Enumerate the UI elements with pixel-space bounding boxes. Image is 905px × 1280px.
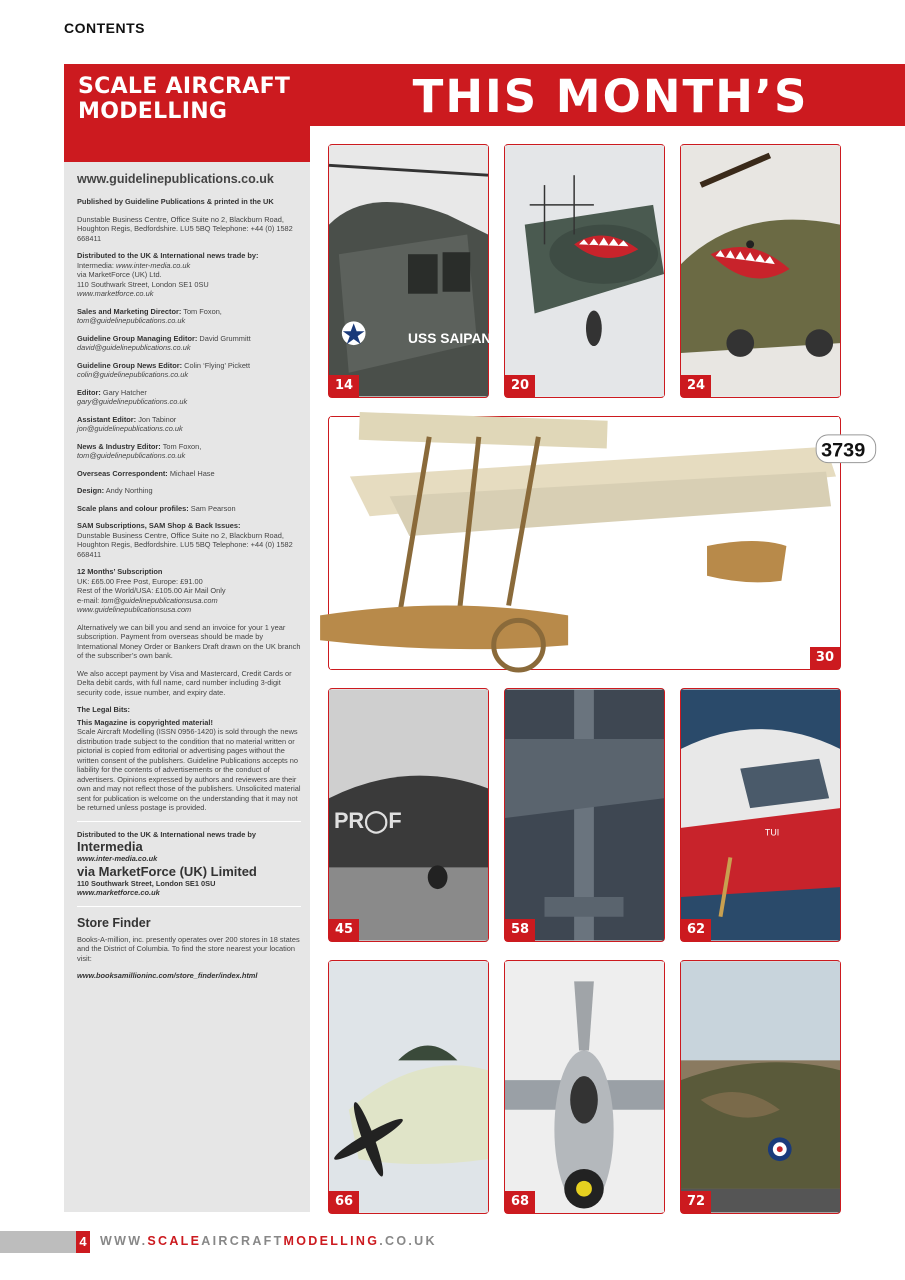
biplane-seaplane-photo: [329, 417, 866, 669]
silver-jet-front-view-photo: [505, 961, 664, 1213]
staff-entry: [77, 334, 301, 353]
feature-card-14[interactable]: [328, 144, 492, 398]
staff-entry: [77, 415, 301, 434]
distributor-via: via MarketForce (UK) Ltd.: [77, 270, 162, 279]
store-finder-heading: Store Finder: [77, 915, 151, 930]
camouflaged-aircraft-diorama-photo: [681, 961, 840, 1213]
divider: [77, 821, 301, 822]
green-fighter-cockpit-photo: [329, 961, 488, 1213]
staff-entry: [77, 361, 301, 380]
subscriptions-heading: SAM Subscriptions, SAM Shop & Back Issues:: [77, 521, 241, 530]
page-number-badge: 14: [329, 375, 359, 397]
footer-bar: [0, 1231, 76, 1253]
distribution-heading: Distributed to the UK & International news trade by:: [77, 251, 259, 260]
website-link[interactable]: www.guidelinepublications.co.uk: [77, 172, 274, 186]
shark-mouth-night-fighter-photo: [505, 145, 664, 397]
divider: [77, 906, 301, 907]
distributor-name: Intermedia: [77, 839, 143, 854]
staff-role: Guideline Group Managing Editor:: [77, 333, 198, 343]
staff-email[interactable]: tom@guidelinepublications.co.uk: [77, 316, 186, 325]
staff-role: News & Industry Editor:: [77, 441, 161, 451]
payment-text: We also accept payment by Visa and Mastercard, Credit Cards or Delta debit cards, with full name, card number including 3-digit security code, issue number, and expiry date.: [77, 668, 292, 697]
distributor-address-2: 110 Southwark Street, London SE1 0SU: [77, 878, 216, 888]
staff-name: David Grummitt: [197, 333, 251, 343]
feature-card-58[interactable]: [504, 688, 665, 942]
subscription-url[interactable]: www.guidelinepublicationsusa.com: [77, 605, 192, 614]
legal-subheading: This Magazine is copyrighted material!: [77, 717, 213, 727]
url-part: SCALE: [147, 1234, 202, 1248]
staff-role: Design:: [77, 486, 105, 495]
staff-entry: [77, 388, 301, 407]
distribution-block: [77, 251, 301, 299]
legal-block: [77, 705, 301, 813]
published-by: Published by Guideline Publications & printed in the UK: [77, 197, 274, 206]
invoice-text: Alternatively we can bill you and send an invoice for your 1 year subscription. Payment from overseas should be made by International Money Order or Bankers Draft drawn on the UK branch of the subscriber’s own bank.: [77, 622, 301, 660]
aircraft-code: PR◯F: [333, 807, 402, 833]
page-number-badge: 62: [681, 919, 711, 941]
page-number-badge: 30: [810, 647, 840, 669]
distributor-url-4[interactable]: www.marketforce.co.uk: [77, 888, 160, 897]
aircraft-serial: 3739: [821, 439, 866, 462]
distributor-heading-2: Distributed to the UK & International news trade by: [77, 829, 257, 839]
feature-card-62[interactable]: [680, 688, 841, 942]
url-part: WWW.: [100, 1234, 148, 1248]
staff-name: Tom Foxon,: [181, 306, 222, 316]
feature-card-24[interactable]: [680, 144, 841, 398]
staff-name: Tom Foxon,: [160, 441, 202, 451]
staff-name: Gary Hatcher: [100, 387, 147, 397]
distributor-address: 110 Southwark Street, London SE1 0SU: [77, 279, 209, 289]
staff-name: Colin ‘Flying’ Pickett: [182, 360, 251, 370]
page-number-badge: 66: [329, 1191, 359, 1213]
price-line-2: Rest of the World/USA: £105.00 Air Mail Only: [77, 586, 226, 595]
staff-name: Jon Tabinor: [136, 414, 177, 424]
helicopter-marking: USS SAIPAN: [408, 330, 492, 347]
feature-card-45[interactable]: [328, 688, 489, 942]
email-label: e-mail:: [77, 595, 102, 605]
distributor-url2[interactable]: www.marketforce.co.uk: [77, 289, 154, 298]
distributor-url-3[interactable]: www.inter-media.co.uk: [77, 854, 158, 863]
staff-entry: [77, 486, 301, 496]
subscriptions-address: Dunstable Business Centre, Office Suite no 2, Blackburn Road, Houghton Regis, Bedfordshire. LU5 5BQ Telephone: +44 (0) 1582 668411: [77, 530, 293, 559]
subscription-email[interactable]: tom@guidelinepublicationsusa.com: [101, 595, 218, 605]
subscription-heading: 12 Months’ Subscription: [77, 567, 163, 576]
feature-card-68[interactable]: [504, 960, 665, 1214]
shark-mouth-p40-photo: [681, 145, 840, 397]
magazine-title: SCALE AIRCRAFT MODELLING: [78, 74, 291, 124]
url-part: .CO.UK: [379, 1234, 437, 1248]
airline-marking: TUI: [764, 827, 780, 838]
staff-name: Andy Northing: [104, 486, 153, 495]
staff-role: Scale plans and colour profiles:: [77, 503, 189, 513]
credits-text: [77, 172, 301, 981]
staff-role: Sales and Marketing Director:: [77, 306, 182, 316]
distributor-block-2: [77, 830, 301, 898]
page-number-badge: 45: [329, 919, 359, 941]
staff-email[interactable]: gary@guidelinepublications.co.uk: [77, 397, 188, 406]
staff-role: Overseas Correspondent:: [77, 468, 168, 478]
staff-name: Sam Pearson: [188, 503, 236, 513]
staff-entry: [77, 504, 301, 514]
price-line-1: UK: £65.00 Free Post, Europe: £91.00: [77, 576, 203, 586]
staff-entry: [77, 307, 301, 326]
page-number: 4: [76, 1231, 90, 1253]
url-part: MODELLING: [283, 1234, 380, 1248]
footer-url[interactable]: [100, 1234, 437, 1248]
page-number-badge: 24: [681, 375, 711, 397]
helicopter-photo: [329, 145, 492, 397]
subscriptions-block: [77, 521, 301, 559]
staff-entry: [77, 469, 301, 479]
staff-email[interactable]: david@guidelinepublications.co.uk: [77, 343, 191, 352]
distributor-via-2: via MarketForce (UK) Limited: [77, 863, 257, 879]
staff-email[interactable]: colin@guidelinepublications.co.uk: [77, 370, 189, 379]
staff-name: Michael Hase: [167, 468, 215, 478]
staff-role: Guideline Group News Editor:: [77, 360, 183, 370]
page-number-badge: 68: [505, 1191, 535, 1213]
raf-fighter-bw-photo: [329, 689, 488, 941]
page-number-badge: 72: [681, 1191, 711, 1213]
staff-email[interactable]: jon@guidelinepublications.co.uk: [77, 424, 183, 433]
distributor-label: Intermedia:: [77, 260, 117, 270]
feature-card-30[interactable]: [328, 416, 866, 670]
publisher-address: Dunstable Business Centre, Office Suite no 2, Blackburn Road, Houghton Regis, Bedfordshire. LU5 5BQ Telephone: +44 (0) 1582 668411: [77, 214, 293, 243]
distributor-url[interactable]: www.inter-media.co.uk: [116, 260, 191, 270]
feature-card-66[interactable]: [328, 960, 489, 1214]
feature-card-72[interactable]: [680, 960, 841, 1214]
red-airliner-cockpit-photo: [681, 689, 840, 941]
feature-card-20[interactable]: [504, 144, 665, 398]
features-title: THIS MONTH’S: [412, 70, 809, 123]
legal-heading: The Legal Bits:: [77, 705, 130, 714]
grey-aircraft-top-view-photo: [505, 689, 664, 941]
page-number-badge: 20: [505, 375, 535, 397]
store-finder-url[interactable]: www.booksamillioninc.com/store_finder/index.html: [77, 971, 258, 980]
staff-role: Editor:: [77, 387, 101, 397]
subscription-prices: [77, 567, 301, 615]
staff-role: Assistant Editor:: [77, 414, 137, 424]
url-part: AIRCRAFT: [201, 1234, 284, 1248]
staff-entry: [77, 442, 301, 461]
staff-email[interactable]: tom@guidelinepublications.co.uk: [77, 451, 186, 460]
staff-list: [77, 307, 301, 514]
page-footer: [0, 1231, 905, 1253]
store-finder-text: Books-A-million, inc. presently operates over 200 stores in 18 states and the District of Columbia. To find the store nearest your location visit:: [77, 934, 300, 963]
section-label: CONTENTS: [64, 20, 145, 36]
legal-text: Scale Aircraft Modelling (ISSN 0956-1420) is sold through the news distribution trade subject to the condition that no material written or pictorial is copied from editorial or advertising pages without the written consent of the publishers. Guideline Publications accepts no liability for the contents of advertisements or the conduct of advertisers. Opinions expressed by authors and reviewers are their own and may not reflect those of the publishers. Unsolicited material sent for publication is welcome on the understanding that it may not be returned unless postage is provided.: [77, 727, 301, 812]
page-number-badge: 58: [505, 919, 535, 941]
